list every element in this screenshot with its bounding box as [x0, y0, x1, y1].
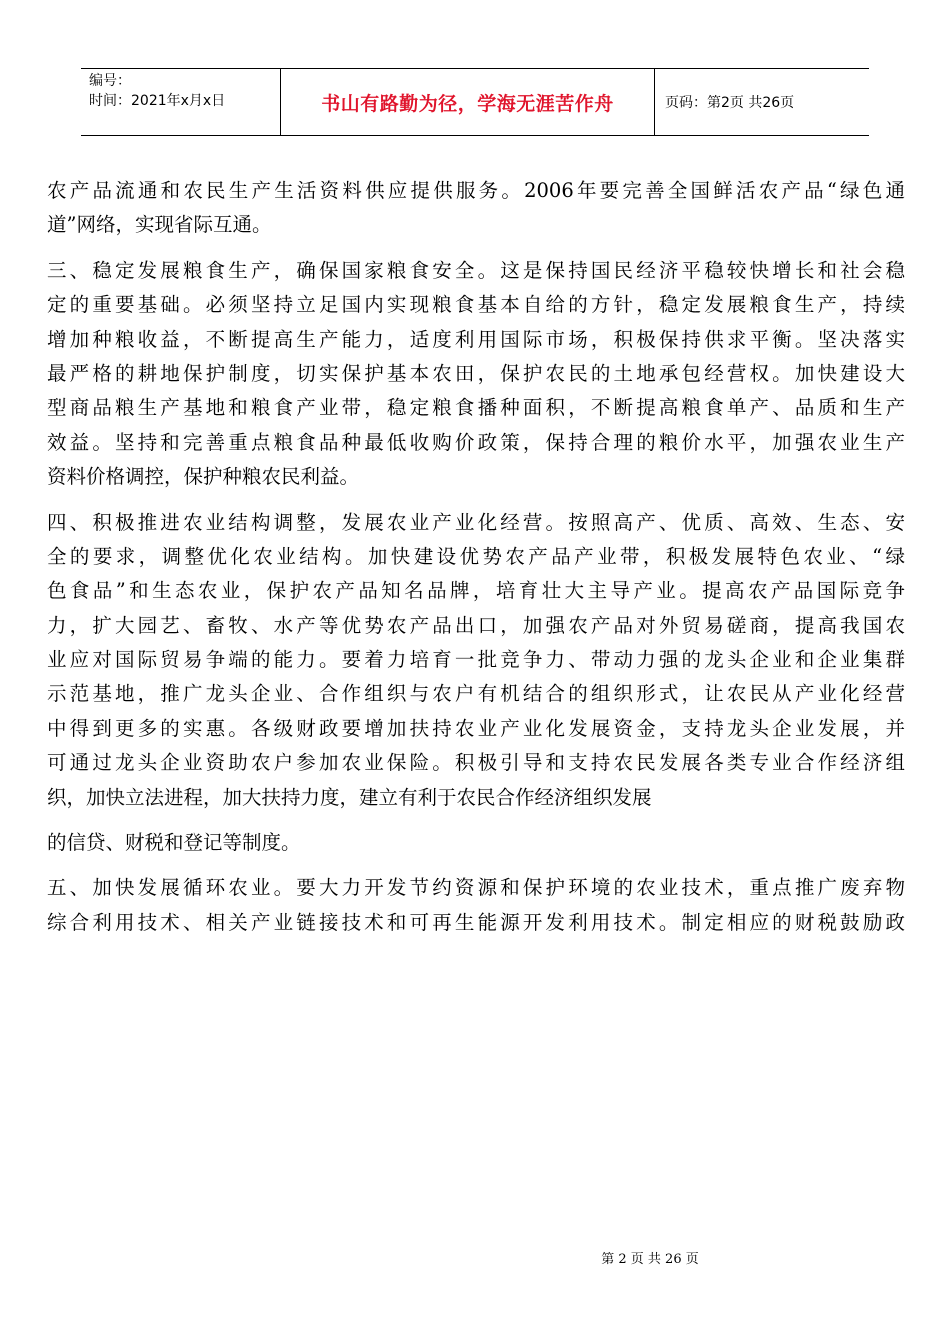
- header-page-info: 页码：第2页 共26页: [665, 95, 795, 111]
- text-line: 示范基地，推广龙头企业、合作组织与农户有机结合的组织形式，让农民从产业化经营: [47, 682, 905, 706]
- text-line: 型商品粮生产基地和粮食产业带，稳定粮食播种面积，不断提高粮食单产、品质和生产: [47, 396, 905, 420]
- text-line: 最严格的耕地保护制度，切实保护基本农田，保护农民的土地承包经营权。加快建设大: [47, 361, 905, 385]
- document-body: [47, 174, 905, 940]
- text-line: 定的重要基础。必须坚持立足国内实现粮食基本自给的方针，稳定发展粮食生产，持续: [47, 293, 905, 317]
- time-label: 时间：2021年x月x日: [89, 93, 226, 109]
- header-motto: 书山有路勤为径，学海无涯苦作舟: [281, 69, 655, 135]
- text-line: 综合利用技术、相关产业链接技术和可再生能源开发利用技术。制定相应的财税鼓励政: [47, 910, 905, 934]
- text-line: 色食品”和生态农业，保护农产品知名品牌，培育壮大主导产业。提高农产品国际竞争: [47, 579, 905, 603]
- text-line: 力，扩大园艺、畜牧、水产等优势农产品出口，加强农产品对外贸易磋商，提高我国农: [47, 613, 905, 637]
- text-line: 中得到更多的实惠。各级财政要增加扶持农业产业化发展资金，支持龙头企业发展，并: [47, 716, 905, 740]
- text-line: 资料价格调控，保护种粮农民利益。: [47, 465, 360, 489]
- text-line: 可通过龙头企业资助农户参加农业保险。积极引导和支持农民发展各类专业合作经济组: [47, 751, 905, 775]
- number-label: 编号：: [89, 73, 131, 89]
- text-line: 织，加快立法进程，加大扶持力度，建立有利于农民合作经济组织发展: [47, 785, 652, 809]
- text-line: 效益。坚持和完善重点粮食品种最低收购价政策，保持合理的粮价水平，加强农业生产: [47, 430, 905, 454]
- paragraph: [47, 174, 905, 243]
- paragraph: [47, 871, 905, 940]
- text-line: 增加种粮收益，不断提高生产能力，适度利用国际市场，积极保持供求平衡。坚决落实: [47, 327, 905, 351]
- text-line: 业应对国际贸易争端的能力。要着力培育一批竞争力、带动力强的龙头企业和企业集群: [47, 648, 905, 672]
- text-line: 农产品流通和农民生产生活资料供应提供服务。2006年要完善全国鲜活农产品“绿色通: [47, 179, 905, 202]
- header-meta: [81, 69, 281, 135]
- paragraph: [47, 506, 905, 816]
- paragraph: [47, 826, 905, 860]
- text-line: 四、积极推进农业结构调整，发展农业产业化经营。按照高产、优质、高效、生态、安: [47, 510, 905, 534]
- text-line: 五、加快发展循环农业。要大力开发节约资源和保护环境的农业技术，重点推广废弃物: [47, 876, 905, 900]
- text-line: 全的要求，调整优化农业结构。加快建设优势农产品产业带，积极发展特色农业、“绿: [47, 544, 905, 568]
- page-footer: [0, 1248, 950, 1267]
- text-line: 三、稳定发展粮食生产，确保国家粮食安全。这是保持国民经济平稳较快增长和社会稳: [47, 258, 905, 282]
- page-header: [81, 68, 869, 136]
- paragraph: [47, 254, 905, 495]
- text-line: 道”网络，实现省际互通。: [47, 213, 272, 237]
- text-line: 的信贷、财税和登记等制度。: [47, 831, 301, 855]
- footer-page-number: 第 2 页 共 26 页: [601, 1252, 699, 1267]
